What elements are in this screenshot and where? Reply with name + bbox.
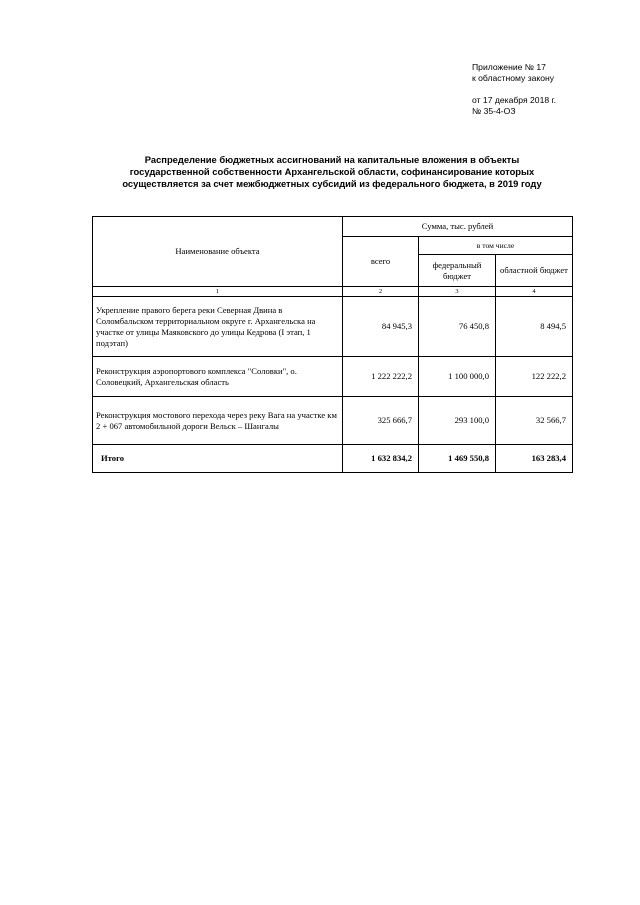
amount-total: 325 666,7 (343, 397, 419, 445)
budget-table (92, 216, 573, 473)
header-total: всего (343, 237, 419, 287)
title-line-3: осуществляется за счет межбюджетных субсидий из федерального бюджета, в 2019 году (122, 178, 542, 189)
table-row (93, 397, 573, 445)
appendix-law-ref: к областному закону (472, 73, 555, 83)
title-line-2: государственной собственности Архангельской области, софинансирование которых (129, 166, 535, 177)
column-number: 3 (419, 287, 496, 297)
title-line-1: Распределение бюджетных ассигнований на капитальные вложения в объекты (144, 154, 520, 165)
totals-federal: 1 469 550,8 (419, 445, 496, 473)
column-number: 1 (93, 287, 343, 297)
amount-regional: 32 566,7 (496, 397, 573, 445)
amount-regional: 8 494,5 (496, 297, 573, 357)
amount-total: 1 222 222,2 (343, 357, 419, 397)
document-title (92, 154, 572, 190)
appendix-number: Приложение № 17 (472, 62, 546, 72)
column-number: 2 (343, 287, 419, 297)
header-federal: федеральный бюджет (419, 255, 496, 287)
totals-label: Итого (93, 445, 343, 473)
header-object-name: Наименование объекта (93, 217, 343, 287)
table-row (93, 357, 573, 397)
table-row (93, 297, 573, 357)
totals-row (93, 445, 573, 473)
amount-federal: 293 100,0 (419, 397, 496, 445)
totals-regional: 163 283,4 (496, 445, 573, 473)
column-number: 4 (496, 287, 573, 297)
object-name: Реконструкция мостового перехода через реку Вага на участке км 2 + 067 автомобильной дороги Вельск – Шангалы (93, 397, 343, 445)
header-including: в том числе (419, 237, 573, 255)
header-regional: областной бюджет (496, 255, 573, 287)
object-name: Реконструкция аэропортового комплекса "Соловки", о. Соловецкий, Архангельская область (93, 357, 343, 397)
header-sum: Сумма, тыс. рублей (343, 217, 573, 237)
appendix-date: от 17 декабря 2018 г. (472, 95, 557, 105)
amount-total: 84 945,3 (343, 297, 419, 357)
amount-federal: 1 100 000,0 (419, 357, 496, 397)
totals-total: 1 632 834,2 (343, 445, 419, 473)
appendix-note (472, 62, 622, 117)
amount-regional: 122 222,2 (496, 357, 573, 397)
amount-federal: 76 450,8 (419, 297, 496, 357)
object-name: Укрепление правого берега реки Северная Двина в Соломбальском территориальном округе г. Архангельска на участке от улицы Маяковского до улицы Кедрова (I этап, 1 подэтап) (93, 297, 343, 357)
appendix-law-number: № 35-4-ОЗ (472, 106, 516, 116)
column-number-row (93, 287, 573, 297)
